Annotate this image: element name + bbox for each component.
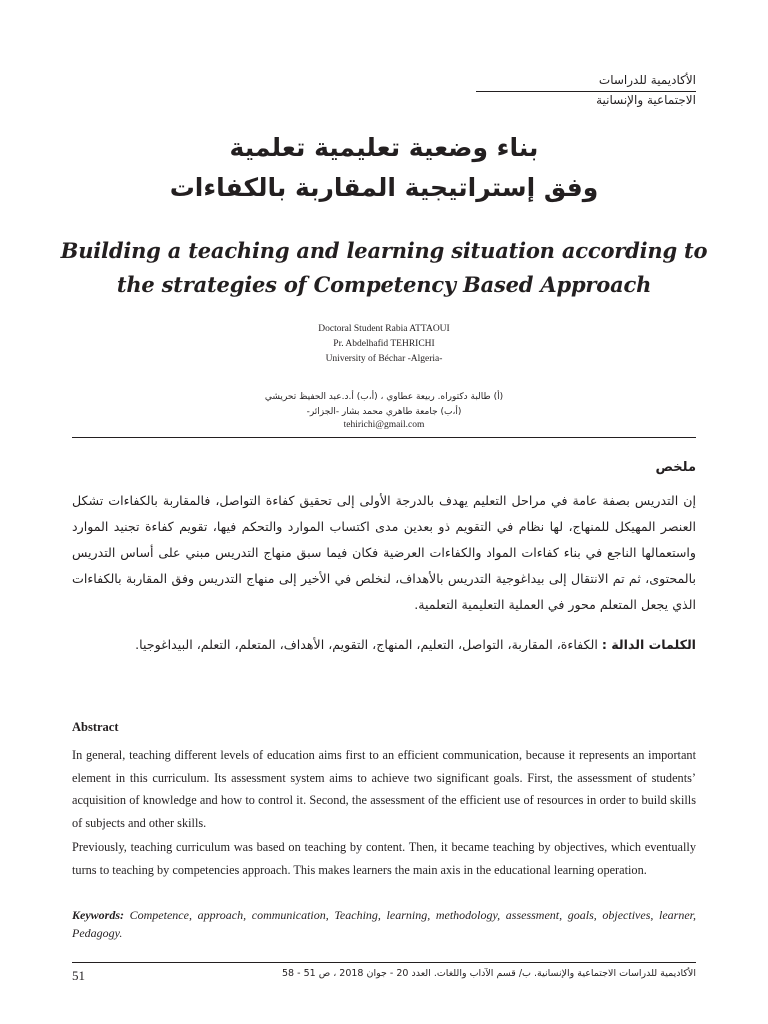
arabic-keywords-list: الكفاءة، المقاربة، التواصل، التعليم، المنهاج، التقويم، الأهداف، المتعلم، التعلم، البيداغوجيا. bbox=[135, 637, 598, 652]
arabic-author-line1: (أ) طالبة دكتوراه. ربيعة عطاوي ، (أ،ب) أ.د.عبد الحفيظ تحريشي bbox=[264, 392, 504, 402]
arabic-title-line1: بناء وضعية تعليمية تعلمية bbox=[229, 133, 539, 162]
footer-citation: الأكاديمية للدراسات الاجتماعية والإنسانية. ب/ قسم الآداب واللغات. العدد 20 - جوان 2018 ، ص 51 - 58 bbox=[282, 968, 696, 979]
keywords-list: Competence, approach, communication, Teaching, learning, methodology, assessment, goals, objectives, learner, Pedagogy. bbox=[72, 908, 696, 940]
author-line1: Doctoral Student Rabia ATTAOUI bbox=[318, 324, 450, 334]
arabic-keywords-label: الكلمات الدالة : bbox=[601, 637, 696, 652]
journal-name-line2: الاجتماعية والإنسانية bbox=[596, 93, 696, 107]
arabic-keywords bbox=[72, 632, 696, 658]
keywords-label: Keywords: bbox=[72, 908, 124, 922]
arabic-title bbox=[0, 128, 768, 208]
arabic-abstract-heading: ملخص bbox=[655, 460, 696, 475]
author-email[interactable]: tehirichi@gmail.com bbox=[343, 420, 425, 430]
author-affiliation: University of Béchar -Algeria- bbox=[325, 354, 443, 364]
footer-rule bbox=[72, 962, 696, 963]
abstract-paragraph-1: In general, teaching different levels of education aims first to an efficient communication, because it represents an important element in this curriculum. Its assessment system aims to achieve two significant goals. First, the assessment of students’ acquisition of knowledge and how to control it. Second, the assessment of the efficient use of resources in order to build skills of subjects and other skills. bbox=[72, 748, 696, 830]
author-block bbox=[200, 322, 568, 367]
journal-running-header bbox=[476, 72, 696, 109]
header-separator bbox=[72, 437, 696, 438]
arabic-author-block bbox=[160, 390, 608, 420]
english-title bbox=[60, 234, 708, 302]
arabic-affiliation: (أ،ب) جامعة طاهري محمد بشار -الجزائر- bbox=[306, 407, 462, 417]
arabic-abstract-body: إن التدريس بصفة عامة في مراحل التعليم يهدف بالدرجة الأولى إلى تحقيق كفاءة التواصل، فالمقاربة بالكفاءات تشكل العنصر المهيكل للمنهاج، لها نظام في التقويم ذو بعدين مدى اكتساب الموارد والتحكم فيها، تقويم كفاءة تجنيد الموارد واستعمالها الناجع في بناء كفاءات المواد والكفاءات العرضية فكان فيما سبق منهاج التدريس مبني على أساس التدريس بالمحتوى، ثم تم الانتقال إلى بيداغوجية التدريس بالأهداف، لنخلص في الأخير إلى منهاج التدريس وفق المقاربة بالكفاءات الذي يجعل المتعلم محور في العملية التعليمية التعلمية. bbox=[72, 493, 696, 612]
english-keywords bbox=[72, 906, 696, 942]
english-title-line2: the strategies of Competency Based Approach bbox=[116, 272, 652, 297]
abstract-paragraph-2: Previously, teaching curriculum was based on teaching by content. Then, it became teaching by objectives, which eventually turns to teaching by competencies approach. This makes learners the main axis in the educational learning operation. bbox=[72, 840, 696, 877]
journal-name-line1: الأكاديمية للدراسات bbox=[598, 73, 696, 87]
arabic-title-line2: وفق إستراتيجية المقاربة بالكفاءات bbox=[169, 173, 599, 202]
page-number: 51 bbox=[72, 968, 85, 983]
author-line2: Pr. Abdelhafid TEHRICHI bbox=[333, 339, 435, 349]
english-title-line1: Building a teaching and learning situation according to bbox=[60, 238, 708, 263]
abstract-heading: Abstract bbox=[72, 720, 119, 734]
